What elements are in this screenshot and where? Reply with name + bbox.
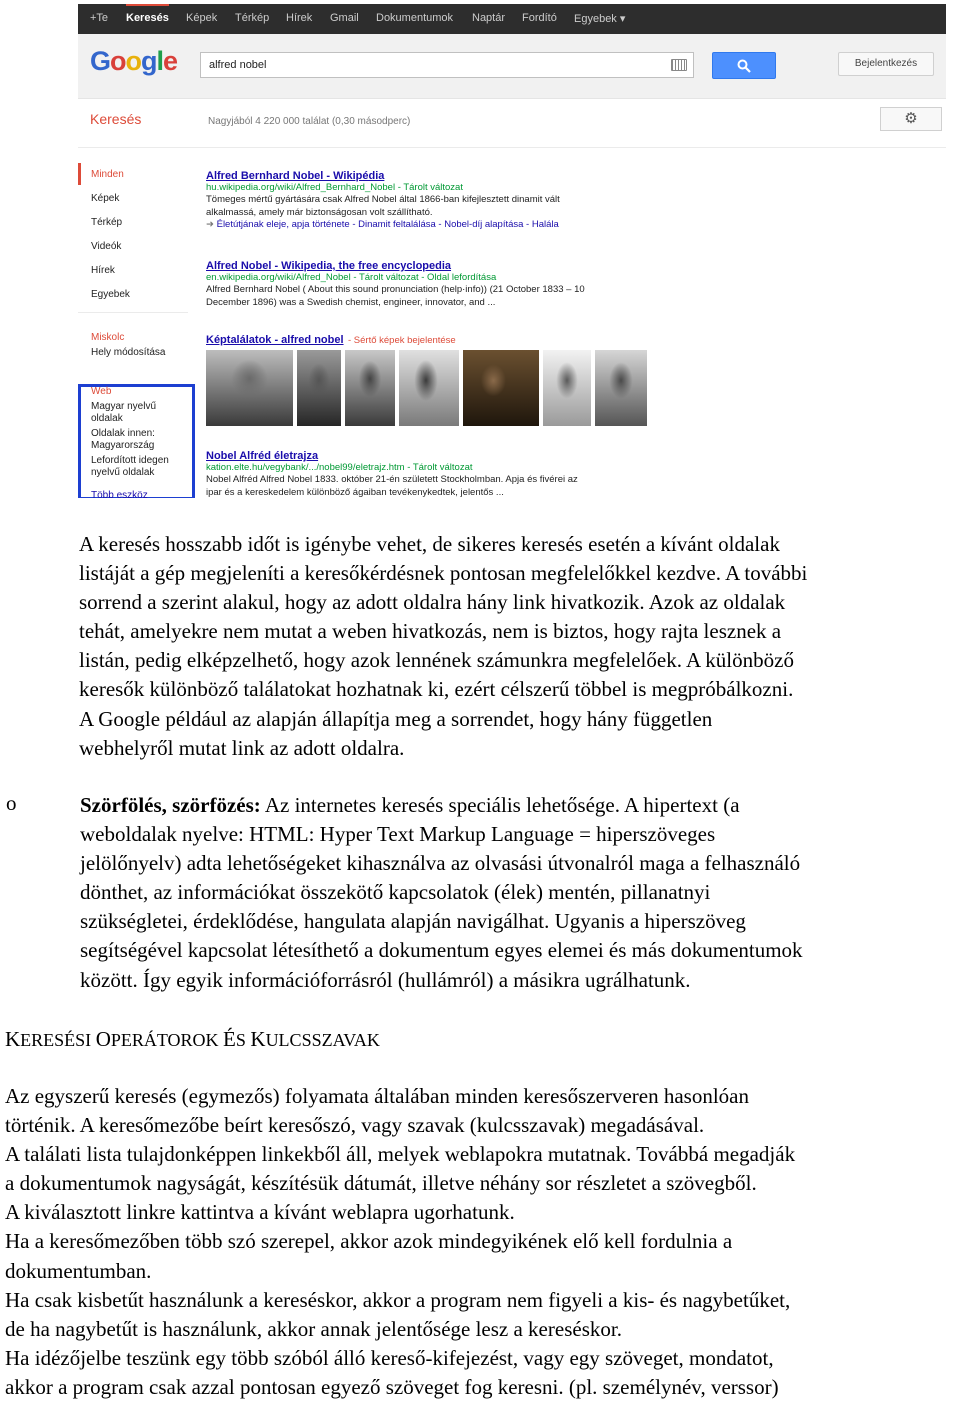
magnifier-icon	[737, 59, 751, 73]
result-url[interactable]: en.wikipedia.org/wiki/Alfred_Nobel - Tárolt változat - Oldal lefordítása	[206, 272, 497, 283]
portrait-thumbnail[interactable]	[595, 350, 647, 426]
text-line: weboldalak nyelve: HTML: Hyper Text Markup Language = hiperszöveges	[80, 822, 716, 847]
topbar-item-more[interactable]: Egyebek ▾	[574, 13, 626, 25]
keyboard-icon[interactable]	[671, 59, 687, 71]
result-title[interactable]: Alfred Nobel - Wikipedia, the free encyclopedia	[206, 260, 452, 272]
portrait-thumbnail[interactable]	[399, 350, 459, 426]
result-item	[206, 450, 578, 498]
text-line: keresők különböző találatokat hozhatnak ki, ezért célszerű többel is megpróbálkozni.	[79, 677, 794, 702]
search-input[interactable]: alfred nobel	[209, 59, 267, 71]
topbar-item-maps[interactable]: Térkép	[235, 12, 270, 24]
result-snippet: Nobel Alfréd Alfred Nobel 1833. október 21-én született Stockholmban. Apja és fivérei az	[206, 474, 578, 485]
portrait-thumbnail[interactable]	[463, 350, 539, 426]
text-line: A találati lista tulajdonképpen linkekből áll, melyek weblapokra mutatnak. Továbbá megadják	[5, 1142, 796, 1167]
result-title[interactable]: Nobel Alfréd életrajza	[206, 450, 319, 462]
more-tools-link[interactable]: Több eszköz	[91, 490, 148, 498]
topbar-item-gmail[interactable]: Gmail	[330, 12, 359, 24]
web-filter-item[interactable]: Magyar nyelvű	[91, 401, 157, 412]
text-line	[80, 791, 803, 820]
topbar-item-images[interactable]: Képek	[186, 12, 218, 24]
text-line: dönthet, az információkat összekötő kapcsolatok (élek) mentén, pillanatnyi	[80, 880, 711, 905]
report-images-link[interactable]: - Sértő képek bejelentése	[347, 335, 456, 346]
result-snippet: alkalmassá, amely már biztonságosan volt szállítható.	[206, 207, 433, 218]
text-line: tehát, amelyekre nem mutat a weben hivatkozás, nem is biztos, hogy rajta lesznek a	[79, 619, 782, 644]
web-filter-item[interactable]: Lefordított idegen	[91, 455, 169, 466]
text-line: Az egyszerű keresés (egymezős) folyamata általában minden keresőszerveren hasonlóan	[5, 1084, 750, 1108]
web-filter-title[interactable]: Web	[91, 386, 112, 397]
text-line: de ha nagybetűt is használunk, akkor annak jelentősége lesz a kereséskor.	[5, 1316, 622, 1341]
text-line: dokumentumban.	[5, 1258, 152, 1283]
nav-item-more[interactable]: Egyebek	[91, 289, 130, 300]
text-line: segítségével kapcsolat létesíthető a dokumentum egyes elemei és más dokumentumok	[80, 938, 803, 963]
topbar-item-plus-te[interactable]: +Te	[90, 12, 109, 24]
text-line: A keresés hosszabb időt is igénybe vehet, de sikeres keresés esetén a kívánt oldalak	[79, 532, 780, 556]
result-snippet: Alfred Bernhard Nobel ( About this sound pronunciation (help·info)) (21 October 1833 – 10	[206, 284, 585, 295]
result-snippet: ipar és a kereskedelem különböző ágaiban tevékenykedtek, jelentős ...	[206, 487, 504, 498]
surfing-intro: Az internetes keresés speciális lehetősége. A hipertext (a	[260, 793, 740, 817]
topbar-item-calendar[interactable]: Naptár	[472, 12, 506, 24]
portrait-thumbnail[interactable]	[206, 350, 293, 426]
result-sitelinks[interactable]: ➜ Életútjának eleje, apja története - Dinamit feltalálása - Nobel-díj alapítása - Halála	[206, 219, 560, 230]
result-item	[206, 170, 560, 230]
result-url[interactable]: hu.wikipedia.org/wiki/Alfred_Bernhard_Nobel - Tárolt változat	[206, 182, 463, 193]
nav-divider	[78, 312, 188, 313]
text-line: A Google például az alapján állapítja meg a sorrendet, hogy hány független	[79, 706, 713, 731]
topbar-item-news[interactable]: Hírek	[286, 12, 313, 24]
nav-item-images[interactable]: Képek	[91, 193, 120, 204]
surfing-term: Szörfölés, szörfözés:	[80, 793, 261, 817]
text-line: listán, pedig elképzelhető, hogy azok lennének számunkra megfelelőek. A különböző	[79, 648, 794, 673]
image-results-header	[206, 330, 456, 348]
portrait-thumbnail[interactable]	[543, 350, 591, 426]
google-logo[interactable]: Google	[90, 46, 178, 76]
text-line: történik. A keresőmezőbe beírt keresőszó, vagy szavak (kulcsszavak) megadásával.	[5, 1113, 705, 1138]
login-button[interactable]: Bejelentkezés	[838, 52, 934, 76]
intro-paragraph	[79, 530, 807, 763]
text-line: szükségletei, érdeklődése, hangulata alapján navigálhat. Ugyanis a hiperszöveg	[80, 909, 746, 934]
text-line: a dokumentumok nagyságát, készítésük dátumát, illetve néhány sor részletet a szövegből.	[5, 1171, 757, 1196]
nav-item-videos[interactable]: Videók	[91, 241, 122, 252]
text-line: sorrend a szerint alakul, hogy az adott oldalra hány link hivatkozik. Azok az oldalak	[79, 590, 786, 615]
change-location-link[interactable]: Hely módosítása	[91, 347, 166, 358]
web-filter-item[interactable]: oldalak	[91, 413, 123, 424]
result-snippet: December 1896) was a Swedish chemist, engineer, innovator, and ...	[206, 297, 496, 308]
result-snippet: Tömeges mértű gyártására csak Alfred Nobel által 1866-ban kifejlesztett dinamit vált	[206, 194, 560, 205]
text-line: Ha idézőjelbe teszünk egy több szóból álló kereső-kifejezést, vagy egy szöveget, mondatot,	[5, 1345, 774, 1370]
text-line: Ha a keresőmezőben több szó szerepel, akkor azok mindegyikének elő kell fordulnia a	[5, 1229, 733, 1254]
text-line: webhelyről mutat link az adott oldalra.	[79, 735, 405, 760]
section-heading: KERESÉSI OPERÁTOROK ÉS KULCSSZAVAK	[5, 1027, 380, 1051]
search-button[interactable]	[712, 52, 776, 79]
nav-item-all[interactable]: Minden	[91, 169, 124, 180]
result-title[interactable]: Alfred Bernhard Nobel - Wikipédia	[206, 170, 385, 182]
google-screenshot	[78, 4, 946, 498]
web-filter-item[interactable]: nyelvű oldalak	[91, 467, 155, 478]
google-header	[78, 34, 946, 99]
web-filter-item[interactable]: Magyarország	[91, 440, 155, 451]
web-filter-item[interactable]: Oldalak innen:	[91, 428, 155, 439]
text-line: akkor a program csak azzal pontosan egyező szöveget fog keresni. (pl. személynév, verssor)	[5, 1374, 779, 1399]
result-url[interactable]: kation.elte.hu/vegybank/.../nobel99/eletrajz.htm - Tárolt változat	[206, 462, 473, 473]
active-indicator	[78, 163, 81, 185]
result-stats: Nagyjából 4 220 000 találat (0,30 másodperc)	[208, 116, 411, 127]
nav-item-news[interactable]: Hírek	[91, 265, 115, 276]
result-item	[206, 260, 585, 309]
text-line: A kiválasztott linkre kattintva a kívánt weblapra ugorhatunk.	[5, 1200, 515, 1225]
text-line: jelölőnyelv) adta lehetőségeket kihasználva az olvasási útvonalról maga a felhasználó	[80, 851, 801, 876]
nav-item-maps[interactable]: Térkép	[91, 217, 123, 228]
results-subheader	[78, 99, 946, 148]
topbar-item-documents[interactable]: Dokumentumok	[376, 12, 454, 24]
bullet-marker: o	[6, 791, 17, 815]
location-title: Miskolc	[91, 332, 125, 343]
google-top-bar	[78, 4, 946, 34]
portrait-thumbnail[interactable]	[297, 350, 341, 426]
operators-paragraph	[5, 1082, 795, 1402]
surfing-paragraph	[80, 791, 803, 995]
gear-icon[interactable]: ⚙	[880, 107, 942, 131]
topbar-item-search[interactable]: Keresés	[126, 12, 169, 24]
topbar-item-translate[interactable]: Fordító	[522, 12, 557, 24]
image-results-title[interactable]: Képtalálatok - alfred nobel	[206, 334, 344, 346]
search-box[interactable]	[200, 52, 694, 78]
section-title: Keresés	[90, 111, 142, 127]
text-line: között. Így egyik információforrásról (hullámról) a másikra ugrálhatunk.	[80, 967, 691, 992]
portrait-thumbnail[interactable]	[345, 350, 395, 426]
text-line: Ha csak kisbetűt használunk a kereséskor, akkor a program nem figyeli a kis- és nagybetűket,	[5, 1287, 791, 1312]
text-line: listáját a gép megjeleníti a keresőkérdésnek pontosan megfelelőkkel kezdve. A további	[79, 561, 808, 586]
